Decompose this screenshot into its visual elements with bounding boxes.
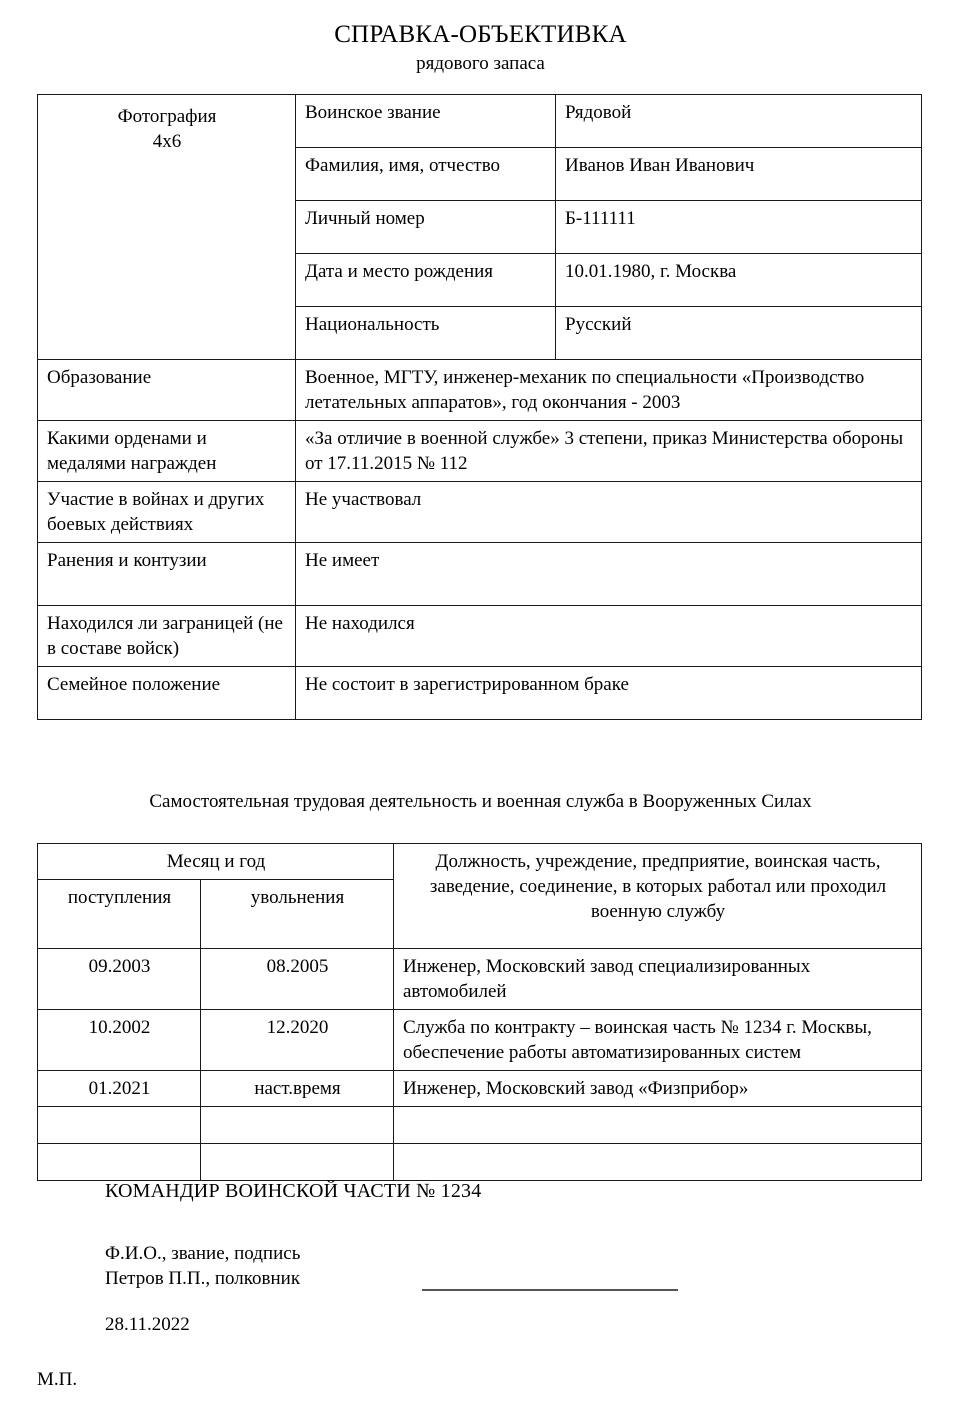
field-label-education: Образование — [38, 360, 296, 421]
document-title: СПРАВКА-ОБЪЕКТИВКА — [334, 21, 627, 48]
table-row — [38, 1144, 922, 1181]
service-end-date: 08.2005 — [201, 949, 394, 1010]
service-start-date: 01.2021 — [38, 1071, 201, 1107]
field-value-birth: 10.01.1980, г. Москва — [556, 254, 922, 307]
table-row — [38, 1071, 922, 1107]
service-header-end: увольнения — [201, 880, 394, 949]
service-header-start: поступления — [38, 880, 201, 949]
table-row — [38, 606, 922, 667]
field-label-personal-number: Личный номер — [296, 201, 556, 254]
field-value-education: Военное, МГТУ, инженер-механик по специальности «Производство летательных аппаратов», год окончания - 2003 — [296, 360, 922, 421]
signature-name-rank: Петров П.П., полковник — [105, 1268, 301, 1289]
field-value-marital: Не состоит в зарегистрированном браке — [296, 667, 922, 720]
field-label-combat: Участие в войнах и других боевых действиях — [38, 482, 296, 543]
field-label-nationality: Национальность — [296, 307, 556, 360]
service-end-date — [201, 1107, 394, 1144]
service-position-text: Инженер, Московский завод «Физприбор» — [394, 1071, 922, 1107]
personal-info-table — [37, 94, 922, 720]
service-header-position: Должность, учреждение, предприятие, воинская часть, заведение, соединение, в которых работал или проходил военную службу — [394, 844, 922, 949]
service-start-date — [38, 1144, 201, 1181]
table-row — [38, 949, 922, 1010]
field-label-full-name: Фамилия, имя, отчество — [296, 148, 556, 201]
service-header-month-year: Месяц и год — [38, 844, 394, 880]
service-start-date — [38, 1107, 201, 1144]
table-header-row — [38, 844, 922, 880]
field-label-marital: Семейное положение — [38, 667, 296, 720]
service-position-text — [394, 1144, 922, 1181]
photo-label-line1: Фотография — [117, 106, 217, 127]
signature-names — [105, 1241, 481, 1291]
table-row — [38, 1010, 922, 1071]
field-value-personal-number: Б-111111 — [556, 201, 922, 254]
field-label-birth: Дата и место рождения — [296, 254, 556, 307]
table-row — [38, 482, 922, 543]
document-subtitle: рядового запаса — [416, 53, 545, 74]
service-start-date: 10.2002 — [38, 1010, 201, 1071]
service-start-date: 09.2003 — [38, 949, 201, 1010]
service-position-text: Служба по контракту – воинская часть № 1234 г. Москвы, обеспечение работы автоматизированных систем — [394, 1010, 922, 1071]
service-end-date: 12.2020 — [201, 1010, 394, 1071]
commander-title: КОМАНДИР ВОИНСКОЙ ЧАСТИ № 1234 — [105, 1180, 482, 1202]
signature-caption: Ф.И.О., звание, подпись — [105, 1243, 301, 1264]
photo-placeholder-cell — [38, 95, 296, 360]
photo-label-line2: 4х6 — [152, 131, 182, 152]
field-value-abroad: Не находился — [296, 606, 922, 667]
section-caption: Самостоятельная трудовая деятельность и военная служба в Вооруженных Силах — [149, 791, 812, 812]
field-label-abroad: Находился ли заграницей (не в составе войск) — [38, 606, 296, 667]
service-position-text: Инженер, Московский завод специализированных автомобилей — [394, 949, 922, 1010]
field-label-wounds: Ранения и контузии — [38, 543, 296, 606]
signature-date: 28.11.2022 — [105, 1314, 190, 1335]
table-row — [38, 421, 922, 482]
table-row — [38, 360, 922, 421]
service-history-table — [37, 843, 922, 1181]
field-label-rank: Воинское звание — [296, 95, 556, 148]
table-row — [38, 1107, 922, 1144]
field-value-full-name: Иванов Иван Иванович — [556, 148, 922, 201]
service-position-text — [394, 1107, 922, 1144]
signature-block — [105, 1178, 481, 1291]
field-value-wounds: Не имеет — [296, 543, 922, 606]
table-row — [38, 667, 922, 720]
field-value-rank: Рядовой — [556, 95, 922, 148]
stamp-marker: М.П. — [37, 1369, 78, 1390]
service-end-date — [201, 1144, 394, 1181]
table-row — [38, 95, 922, 148]
field-value-nationality: Русский — [556, 307, 922, 360]
document-page — [0, 20, 961, 1417]
service-end-date: наст.время — [201, 1071, 394, 1107]
field-value-awards: «За отличие в военной службе» 3 степени, приказ Министерства обороны от 17.11.2015 № 112 — [296, 421, 922, 482]
table-row — [38, 543, 922, 606]
field-label-awards: Какими орденами и медалями награжден — [38, 421, 296, 482]
field-value-combat: Не участвовал — [296, 482, 922, 543]
signature-line — [422, 1289, 678, 1291]
